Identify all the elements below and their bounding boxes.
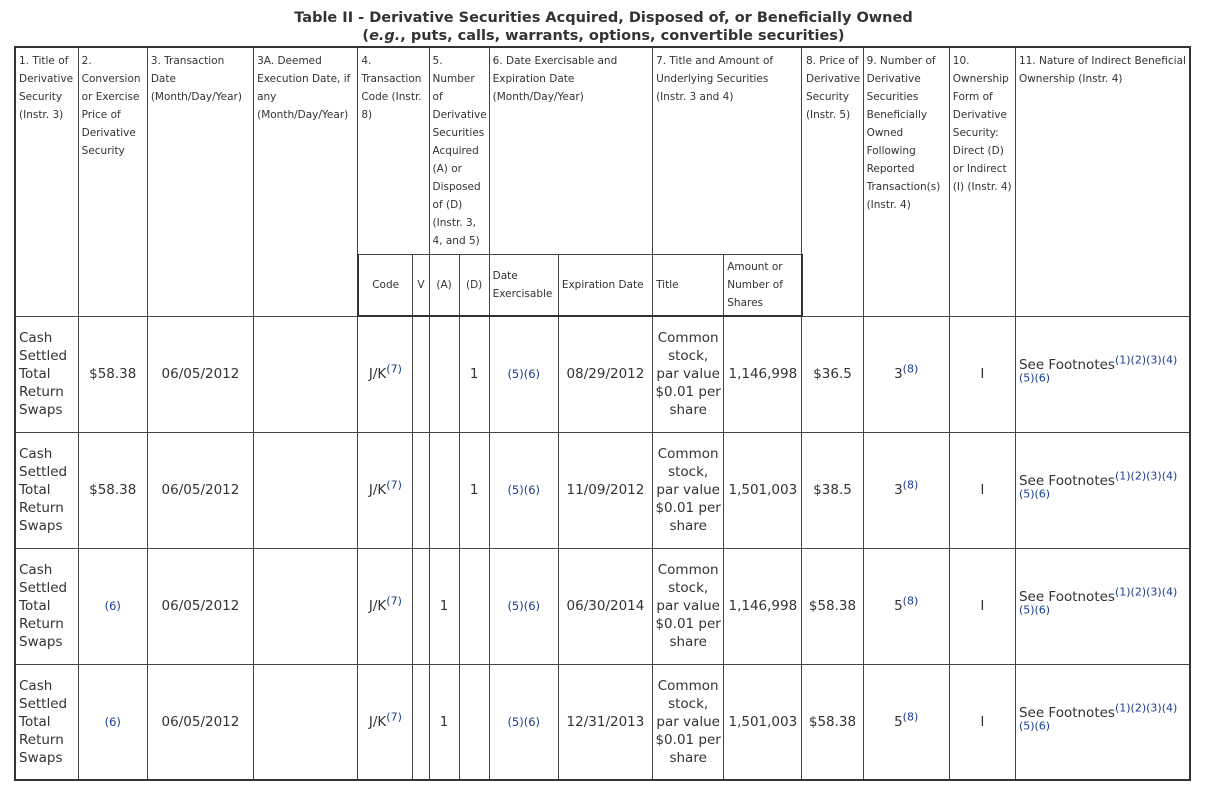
cell-nature (1015, 664, 1190, 780)
footnote-link[interactable]: (8) (902, 710, 919, 724)
footnote-link[interactable]: (5)(6) (507, 367, 541, 382)
footnote-link[interactable]: (5)(6) (507, 714, 541, 729)
cell-amount-value: 1,146,998 (728, 366, 798, 383)
cell-owned (863, 548, 949, 664)
cell-price-value: $58.38 (808, 713, 857, 730)
cell-deemed-date (254, 548, 358, 664)
nature-text: See Footnotes (1018, 704, 1115, 721)
cell-disposed (459, 316, 489, 432)
cell-security (15, 548, 78, 664)
footnote-link[interactable]: (8) (902, 478, 919, 492)
header-row (15, 47, 1190, 254)
cell-price-value: $58.38 (808, 598, 857, 614)
cell-nature (1015, 432, 1190, 548)
table-title-line1: Table II - Derivative Securities Acquired, Disposed of, or Beneficially Owned (294, 10, 913, 26)
cell-owned-value: 3 (894, 366, 903, 382)
cell-disposed-value: 1 (469, 482, 479, 498)
cell-underlying-title-value: Common stock, par value $0.01 per share (655, 330, 721, 419)
table-row (15, 664, 1190, 780)
cell-price-value: $36.5 (813, 366, 852, 382)
cell-owned (863, 316, 949, 432)
cell-expiration-date (558, 316, 652, 432)
cell-ownership-form-value: I (980, 598, 985, 614)
cell-security (15, 432, 78, 548)
header-transaction-code: 4. Transaction Code (Instr. 8) (358, 47, 429, 254)
cell-ownership-form-value: I (980, 366, 985, 382)
cell-date-exercisable (489, 548, 558, 664)
cell-disposed (459, 432, 489, 548)
header-ownership-form: 10. Ownership Form of Derivative Security: Direct (D) or Indirect (I) (Instr. 4) (949, 47, 1015, 316)
header-number-of-securities: 5. Number of Derivative Securities Acquired (A) or Disposed of (D) (Instr. 3, 4, and 5) (429, 47, 489, 254)
cell-ownership-form (949, 316, 1015, 432)
subheader-expiration-date: Expiration Date (558, 254, 652, 316)
subheader-amount: Amount or Number of Shares (724, 254, 802, 316)
cell-security (15, 316, 78, 432)
cell-expiration-date (558, 548, 652, 664)
cell-nature (1015, 316, 1190, 432)
cell-transaction-date-value: 06/05/2012 (161, 482, 240, 498)
cell-deemed-date (254, 316, 358, 432)
cell-security (15, 664, 78, 780)
cell-amount (724, 432, 802, 548)
cell-acquired (429, 316, 459, 432)
cell-acquired-value: 1 (439, 713, 449, 730)
cell-amount-value: 1,501,003 (728, 482, 798, 498)
footnote-link[interactable]: (1)(2)(3)(4)(5)(6) (1018, 701, 1178, 733)
cell-price (802, 432, 863, 548)
cell-owned (863, 432, 949, 548)
footnote-link[interactable]: (7) (386, 710, 402, 724)
header-transaction-date: 3. Transaction Date (Month/Day/Year) (147, 47, 253, 316)
cell-v (413, 316, 429, 432)
cell-owned (863, 664, 949, 780)
header-underlying-securities: 7. Title and Amount of Underlying Securities (Instr. 3 and 4) (653, 47, 802, 254)
cell-owned-value: 5 (894, 713, 903, 730)
cell-security-value: Cash Settled Total Return Swaps (19, 330, 68, 418)
cell-expiration-date-value: 06/30/2014 (566, 598, 645, 614)
cell-acquired (429, 432, 459, 548)
cell-conversion-price (78, 664, 147, 780)
cell-underlying-title-value: Common stock, par value $0.01 per share (655, 677, 721, 766)
cell-amount-value: 1,501,003 (728, 713, 798, 730)
footnote-link[interactable]: (7) (386, 594, 402, 608)
cell-security-value: Cash Settled Total Return Swaps (19, 446, 68, 534)
footnote-link[interactable]: (7) (386, 478, 402, 492)
subheader-disposed: (D) (459, 254, 489, 316)
cell-disposed-value: 1 (469, 366, 479, 383)
cell-acquired-value: 1 (439, 598, 449, 614)
cell-underlying-title (653, 548, 724, 664)
cell-underlying-title-value: Common stock, par value $0.01 per share (655, 446, 721, 534)
cell-code (358, 432, 413, 548)
cell-underlying-title (653, 664, 724, 780)
cell-owned-value: 3 (894, 482, 903, 498)
header-price: 8. Price of Derivative Security (Instr. 5) (802, 47, 863, 316)
cell-underlying-title (653, 432, 724, 548)
cell-code-value: J/K (368, 598, 387, 614)
subheader-code: Code (358, 254, 413, 316)
cell-conversion-price-value: $58.38 (89, 482, 137, 498)
subheader-date-exercisable: Date Exercisable (489, 254, 558, 316)
header-nature-of-ownership: 11. Nature of Indirect Beneficial Ownership (Instr. 4) (1015, 47, 1190, 316)
cell-acquired (429, 664, 459, 780)
cell-ownership-form (949, 432, 1015, 548)
cell-amount-value: 1,146,998 (728, 598, 798, 614)
cell-amount (724, 316, 802, 432)
subheader-acquired: (A) (429, 254, 459, 316)
cell-acquired (429, 548, 459, 664)
footnote-link[interactable]: (5)(6) (507, 599, 541, 613)
footnote-link[interactable]: (6) (104, 599, 121, 613)
cell-ownership-form (949, 664, 1015, 780)
cell-nature (1015, 548, 1190, 664)
nature-text: See Footnotes (1018, 589, 1115, 605)
subheader-title: Title (653, 254, 724, 316)
cell-underlying-title (653, 316, 724, 432)
cell-date-exercisable (489, 664, 558, 780)
cell-price (802, 664, 863, 780)
cell-ownership-form-value: I (980, 713, 985, 730)
header-number-owned: 9. Number of Derivative Securities Beneficially Owned Following Reported Transaction(s) (Instr. 4) (863, 47, 949, 316)
cell-code-value: J/K (368, 366, 387, 383)
cell-transaction-date-value: 06/05/2012 (161, 713, 240, 730)
cell-conversion-price (78, 548, 147, 664)
footnote-link[interactable]: (1)(2)(3)(4)(5)(6) (1018, 353, 1178, 385)
header-deemed-execution-date: 3A. Deemed Execution Date, if any (Month/Day/Year) (254, 47, 358, 316)
table-row (15, 548, 1190, 664)
footnote-link[interactable]: (6) (104, 714, 121, 729)
cell-date-exercisable (489, 316, 558, 432)
cell-transaction-date-value: 06/05/2012 (161, 366, 240, 382)
cell-code (358, 664, 413, 780)
cell-security-value: Cash Settled Total Return Swaps (19, 562, 68, 650)
footnote-link[interactable]: (1)(2)(3)(4)(5)(6) (1018, 469, 1178, 501)
cell-expiration-date (558, 664, 652, 780)
table-row (15, 432, 1190, 548)
cell-amount (724, 548, 802, 664)
derivative-securities-table (14, 46, 1191, 781)
cell-disposed (459, 548, 489, 664)
cell-expiration-date (558, 432, 652, 548)
cell-security-value: Cash Settled Total Return Swaps (19, 677, 68, 766)
cell-v (413, 664, 429, 780)
footnote-link[interactable]: (8) (902, 594, 919, 608)
cell-transaction-date (147, 432, 253, 548)
cell-conversion-price-value: $58.38 (89, 366, 137, 382)
cell-code-value: J/K (368, 713, 387, 730)
cell-transaction-date (147, 664, 253, 780)
cell-expiration-date-value: 11/09/2012 (566, 482, 645, 498)
cell-disposed (459, 664, 489, 780)
footnote-link[interactable]: (7) (386, 362, 402, 376)
cell-conversion-price (78, 432, 147, 548)
cell-expiration-date-value: 08/29/2012 (566, 366, 645, 383)
subheader-v: V (413, 254, 429, 316)
table-title (0, 9, 1207, 45)
cell-deemed-date (254, 664, 358, 780)
nature-text: See Footnotes (1018, 473, 1115, 489)
cell-amount (724, 664, 802, 780)
cell-code-value: J/K (368, 482, 387, 498)
cell-expiration-date-value: 12/31/2013 (566, 713, 645, 730)
cell-v (413, 548, 429, 664)
cell-owned-value: 5 (894, 598, 903, 614)
cell-price-value: $38.5 (813, 482, 852, 498)
footnote-link[interactable]: (8) (902, 362, 919, 376)
cell-deemed-date (254, 432, 358, 548)
cell-price (802, 316, 863, 432)
footnote-link[interactable]: (1)(2)(3)(4)(5)(6) (1018, 585, 1178, 617)
cell-ownership-form-value: I (980, 482, 985, 498)
cell-transaction-date-value: 06/05/2012 (161, 598, 240, 614)
cell-ownership-form (949, 548, 1015, 664)
cell-v (413, 432, 429, 548)
footnote-link[interactable]: (5)(6) (507, 483, 541, 497)
cell-code (358, 548, 413, 664)
cell-conversion-price (78, 316, 147, 432)
cell-code (358, 316, 413, 432)
cell-date-exercisable (489, 432, 558, 548)
header-title-of-security: 1. Title of Derivative Security (Instr. 3) (15, 47, 78, 316)
table-row (15, 316, 1190, 432)
cell-transaction-date (147, 548, 253, 664)
cell-price (802, 548, 863, 664)
cell-transaction-date (147, 316, 253, 432)
header-date-exercisable-expiration: 6. Date Exercisable and Expiration Date (Month/Day/Year) (489, 47, 652, 254)
cell-underlying-title-value: Common stock, par value $0.01 per share (655, 562, 721, 650)
table-title-line2: (e.g., puts, calls, warrants, options, convertible securities) (362, 28, 845, 44)
nature-text: See Footnotes (1018, 357, 1115, 373)
header-conversion-price: 2. Conversion or Exercise Price of Derivative Security (78, 47, 147, 316)
